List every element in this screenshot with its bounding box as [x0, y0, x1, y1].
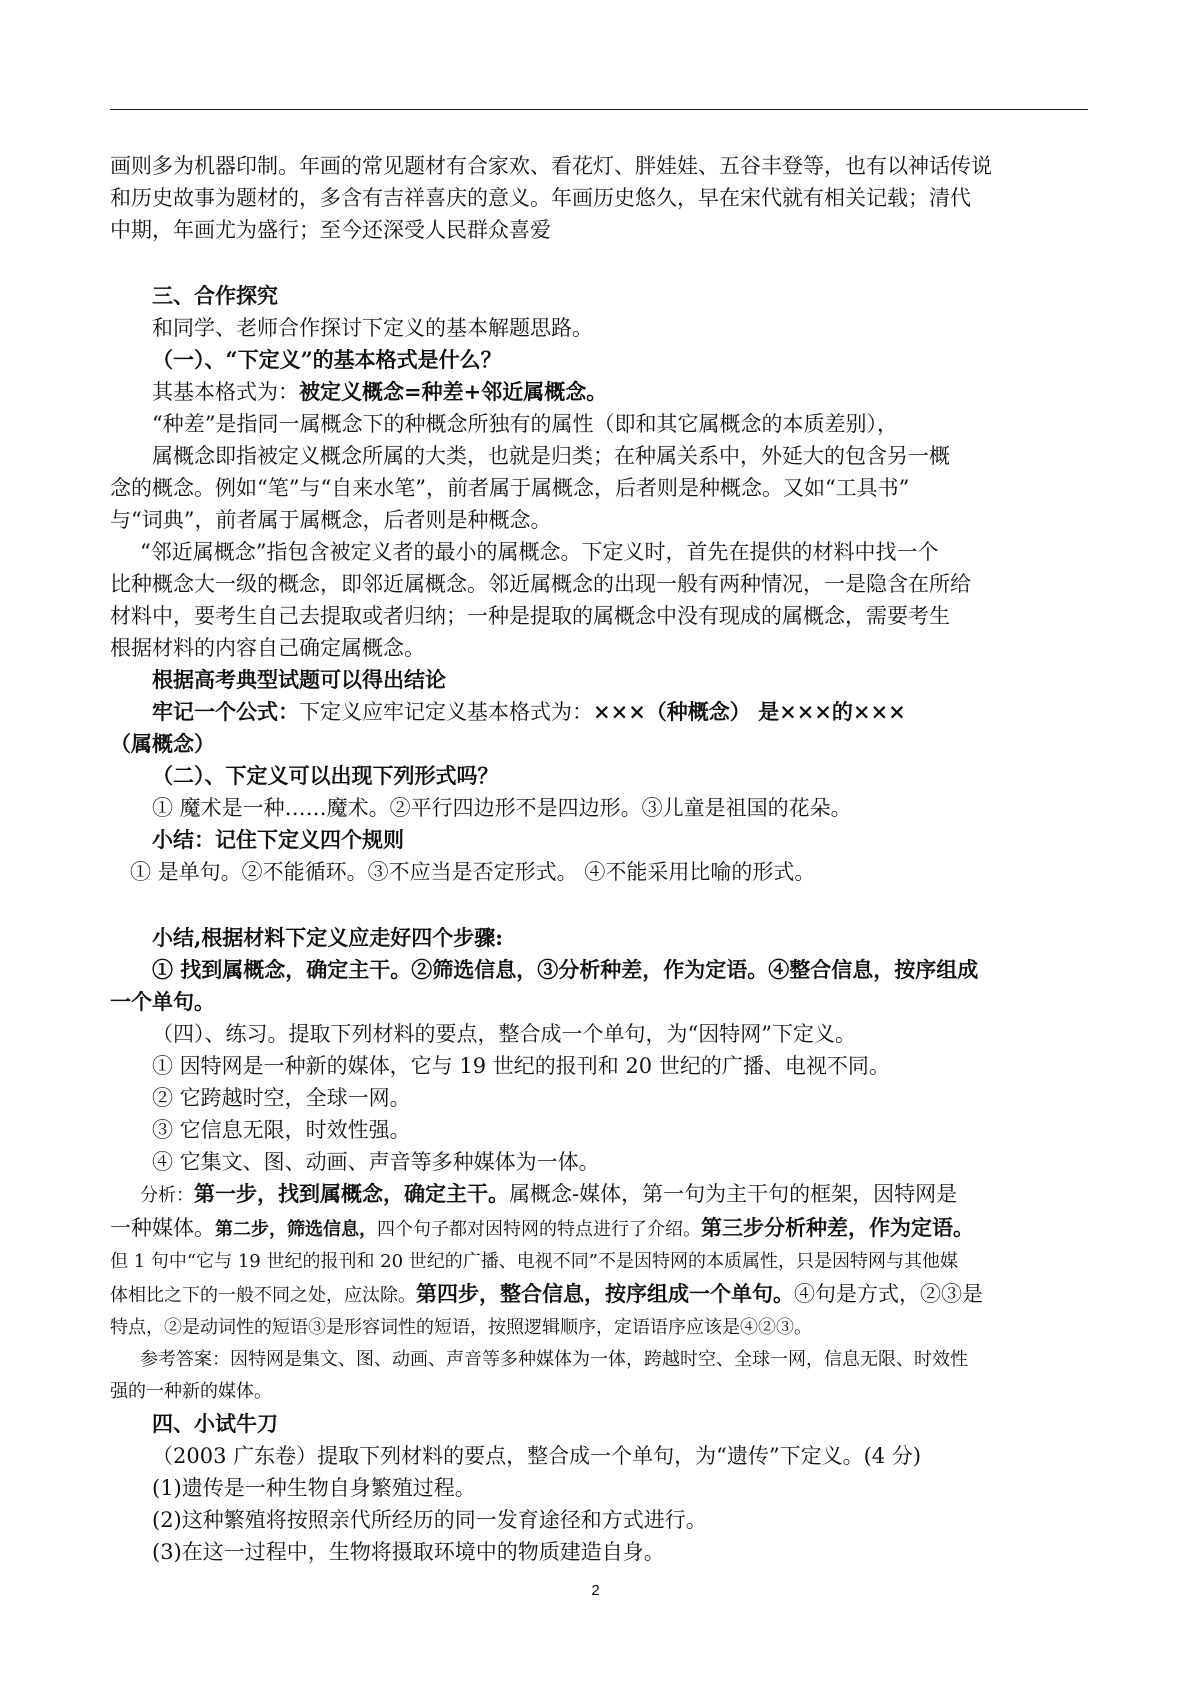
paragraph-line: 根据材料的内容自己确定属概念。 [110, 636, 425, 660]
question-heading: （二）、下定义可以出现下列形式吗？ [152, 763, 499, 788]
formula-text: 下定义应牢记定义基本格式为： [299, 700, 593, 724]
analysis-line [110, 1212, 1088, 1246]
steps-line: ① 找到属概念，确定主干。②筛选信息，③分析种差，作为定语。④整合信息，按序组成 [152, 957, 979, 982]
conclusion-heading: 根据高考典型试题可以得出结论 [152, 667, 446, 692]
analysis-step: 第四步，整合信息，按序组成一个单句。 [416, 1281, 794, 1306]
paragraph-line: “邻近属概念”指包含被定义者的最小的属概念。下定义时，首先在提供的材料中找一个 [140, 540, 939, 564]
summary-heading: 小结,根据材料下定义应走好四个步骤: [152, 925, 504, 950]
section-heading: 四、小试牛刀 [152, 1411, 278, 1436]
spacer [110, 888, 1088, 922]
summary-heading: 小结：记住下定义四个规则 [152, 827, 404, 852]
rules-line: ① 是单句。②不能循环。③不应当是否定形式。 ④不能采用比喻的形式。 [130, 860, 816, 884]
practice-item: ④ 它集文、图、动画、声音等多种媒体为一体。 [152, 1150, 600, 1174]
formula-line [110, 696, 1088, 728]
format-prefix: 其基本格式为： [152, 380, 299, 404]
practice-item: ③ 它信息无限，时效性强。 [152, 1118, 411, 1142]
analysis-text: ④句是方式，②③是 [794, 1282, 983, 1306]
formula-line-2: （属概念） [110, 731, 215, 756]
analysis-step: 第一步，找到属概念，确定主干。 [194, 1181, 509, 1206]
analysis-text: 四个句子都对因特网的特点进行了介绍。 [377, 1219, 701, 1240]
paragraph-line: 比种概念大一级的概念，即邻近属概念。邻近属概念的出现一般有两种情况，一是隐含在所给 [110, 572, 971, 596]
section-lead: 和同学、老师合作探讨下定义的基本解题思路。 [152, 316, 593, 340]
paragraph-line: 与“词典”，前者属于属概念，后者则是种概念。 [110, 508, 552, 532]
steps-line: 一个单句。 [110, 989, 215, 1014]
analysis-line: 特点，②是动词性的短语③是形容词性的短语，按照逻辑顺序，定语语序应该是④②③。 [110, 1317, 812, 1338]
intro-line: 和历史故事为题材的，多含有吉祥喜庆的意义。年画历史悠久，早在宋代就有相关记载；清代 [110, 186, 971, 210]
material-item: (3)在这一过程中，生物将摄取环境中的物质建造自身。 [152, 1540, 665, 1564]
analysis-text: 体相比之下的一般不同之处，应汰除。 [110, 1285, 416, 1306]
material-item: (1)遗传是一种生物自身繁殖过程。 [152, 1476, 476, 1500]
material-item: (2)这种繁殖将按照亲代所经历的同一发育途径和方式进行。 [152, 1508, 707, 1532]
section-heading: 三、合作探究 [152, 283, 278, 308]
analysis-line [110, 1178, 1088, 1212]
question-line: （2003 广东卷）提取下列材料的要点，整合成一个单句，为“遗传”下定义。(4 分) [152, 1444, 922, 1468]
analysis-text: 一种媒体。 [110, 1216, 215, 1240]
analysis-label: 分析： [140, 1185, 194, 1206]
practice-item: ① 因特网是一种新的媒体，它与 19 世纪的报刊和 20 世纪的广播、电视不同。 [152, 1054, 890, 1078]
zhongcha-line: “种差”是指同一属概念下的种概念所独有的属性（即和其它属概念的本质差别）， [152, 412, 898, 436]
examples-line: ① 魔术是一种……魔术。②平行四边形不是四边形。③儿童是祖国的花朵。 [152, 796, 852, 820]
question-heading: （一）、“下定义”的基本格式是什么？ [152, 347, 502, 372]
analysis-step: 第二步，筛选信息， [215, 1219, 377, 1240]
analysis-text: 属概念-媒体，第一句为主干句的框架，因特网是 [509, 1182, 958, 1206]
paragraph-line: 材料中，要考生自己去提取或者归纳；一种是提取的属概念中没有现成的属概念，需要考生 [110, 604, 950, 628]
intro-line: 中期，年画尤为盛行；至今还深受人民群众喜爱 [110, 218, 551, 242]
answer-line: 强的一种新的媒体。 [110, 1381, 272, 1402]
formula-pattern: ×××（种概念） 是×××的××× [593, 699, 906, 724]
page-number: 2 [591, 1582, 600, 1599]
analysis-step: 第三步分析种差，作为定语。 [701, 1215, 974, 1240]
paragraph-line: 属概念即指被定义概念所属的大类，也就是归类；在种属关系中，外延大的包含另一概 [152, 444, 950, 468]
document-body [110, 150, 1088, 1568]
header-rule [110, 109, 1088, 110]
format-formula: 被定义概念=种差+邻近属概念。 [299, 379, 608, 404]
analysis-line [110, 1278, 1088, 1312]
intro-line: 画则多为机器印制。年画的常见题材有合家欢、看花灯、胖娃娃、五谷丰登等，也有以神话传说 [110, 154, 992, 178]
formula-label: 牢记一个公式： [152, 699, 299, 724]
analysis-line: 但 1 句中“它与 19 世纪的报刊和 20 世纪的广播、电视不同”不是因特网的本质属性，只是因特网与其他媒 [110, 1251, 958, 1272]
practice-intro: （四）、练习。提取下列材料的要点，整合成一个单句，为“因特网”下定义。 [152, 1022, 856, 1046]
format-line [110, 376, 1088, 408]
practice-item: ② 它跨越时空，全球一网。 [152, 1086, 411, 1110]
spacer [110, 246, 1088, 280]
answer-line: 参考答案：因特网是集文、图、动画、声音等多种媒体为一体，跨越时空、全球一网，信息无限、时效性 [140, 1349, 968, 1370]
paragraph-line: 念的概念。例如“笔”与“自来水笔”，前者属于属概念，后者则是种概念。又如“工具书” [110, 476, 910, 500]
